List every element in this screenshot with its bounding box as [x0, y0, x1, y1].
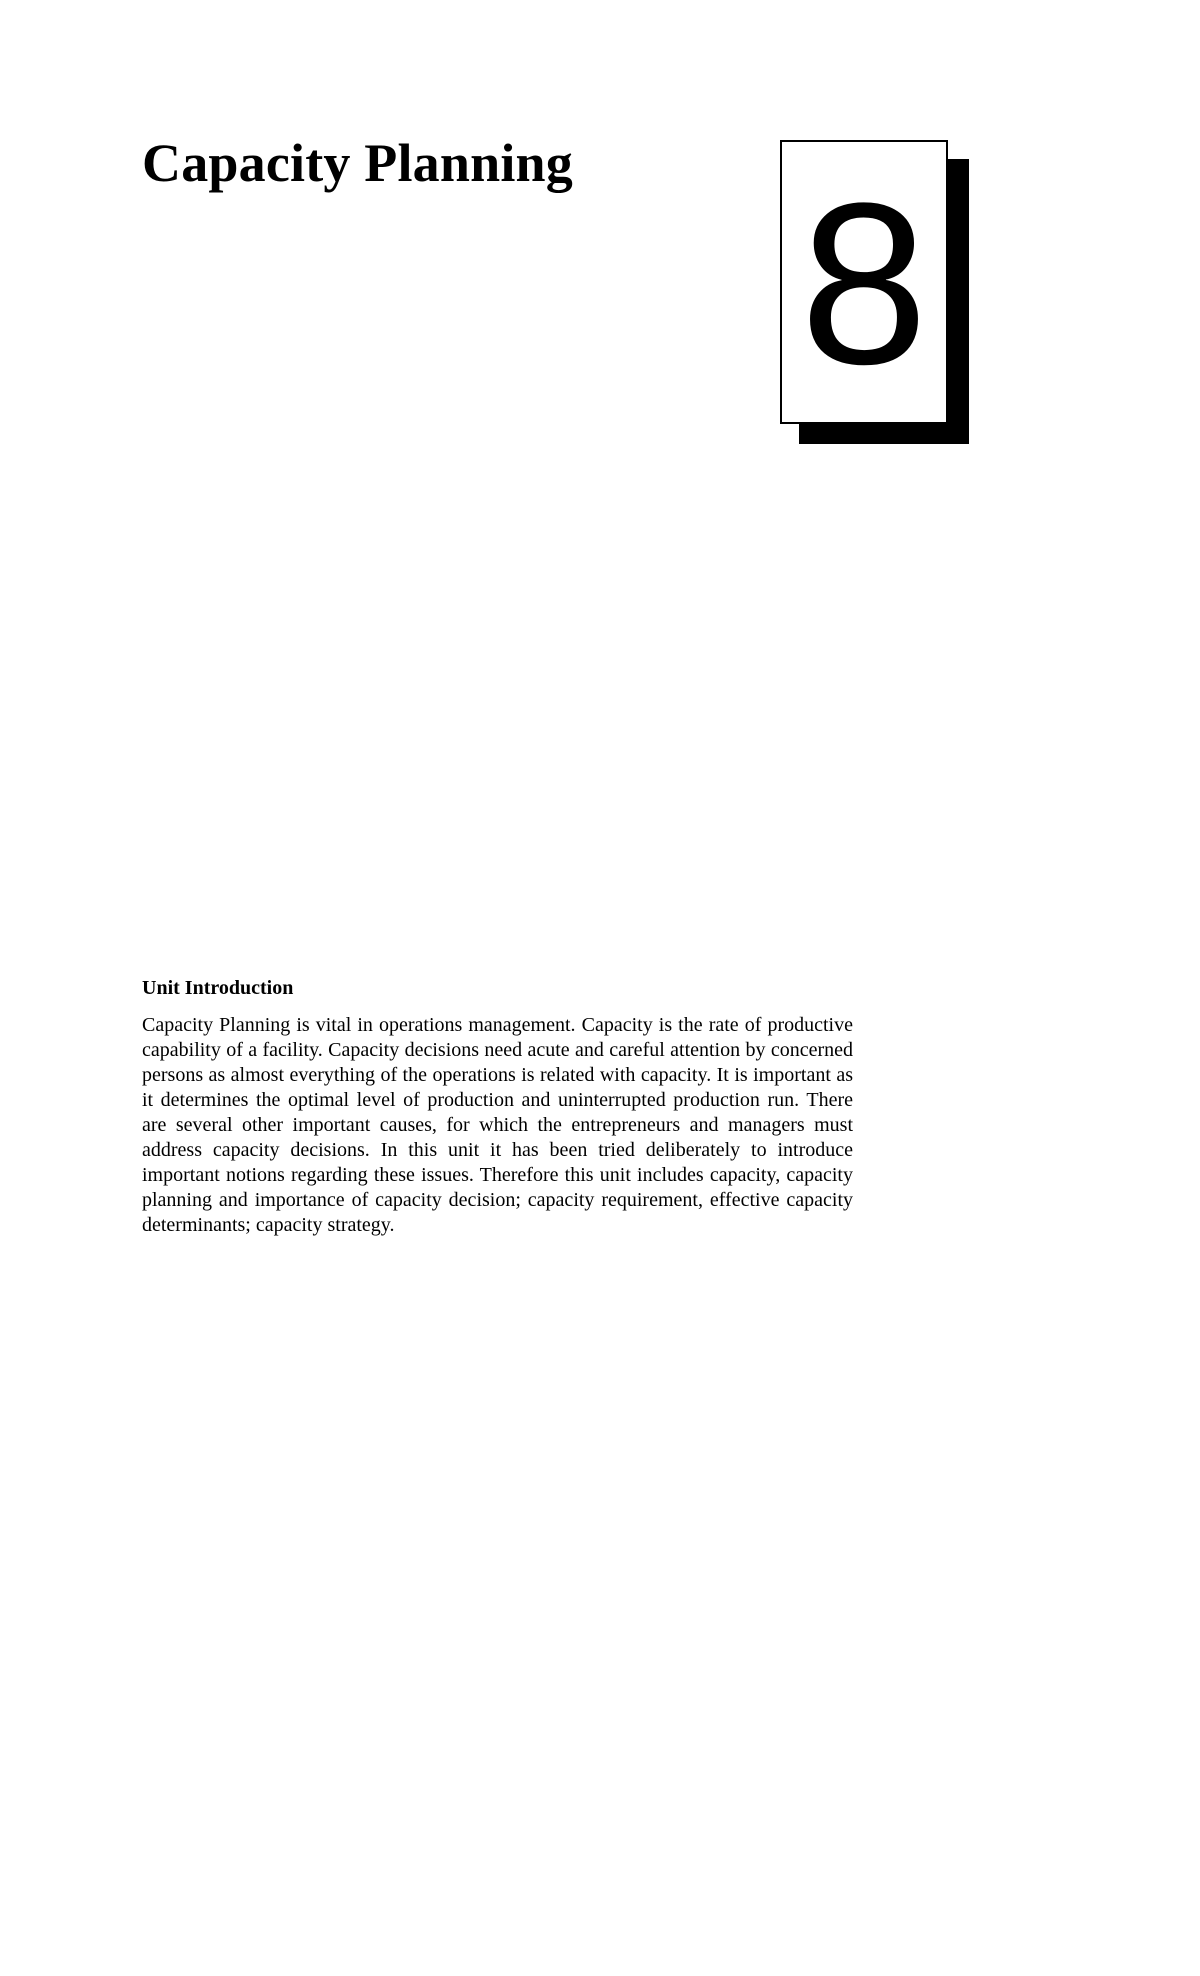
unit-introduction-section [142, 976, 853, 1238]
chapter-number: 8 [800, 155, 928, 412]
chapter-title: Capacity Planning [142, 133, 573, 193]
chapter-number-badge [780, 140, 948, 424]
unit-introduction-body: Capacity Planning is vital in operations management. Capacity is the rate of productive capability of a facility. Capacity decisions need acute and careful attention by concerned persons as almost everything of the operations is related with capacity. It is important as it determines the optimal level of production and uninterrupted production run. There are several other important causes, for which the entrepreneurs and managers must address capacity decisions. In this unit it has been tried deliberately to introduce important notions regarding these issues. Therefore this unit includes capacity, capacity planning and importance of capacity decision; capacity requirement, effective capacity determinants; capacity strategy. [142, 1014, 853, 1236]
unit-introduction-heading: Unit Introduction [142, 977, 294, 999]
